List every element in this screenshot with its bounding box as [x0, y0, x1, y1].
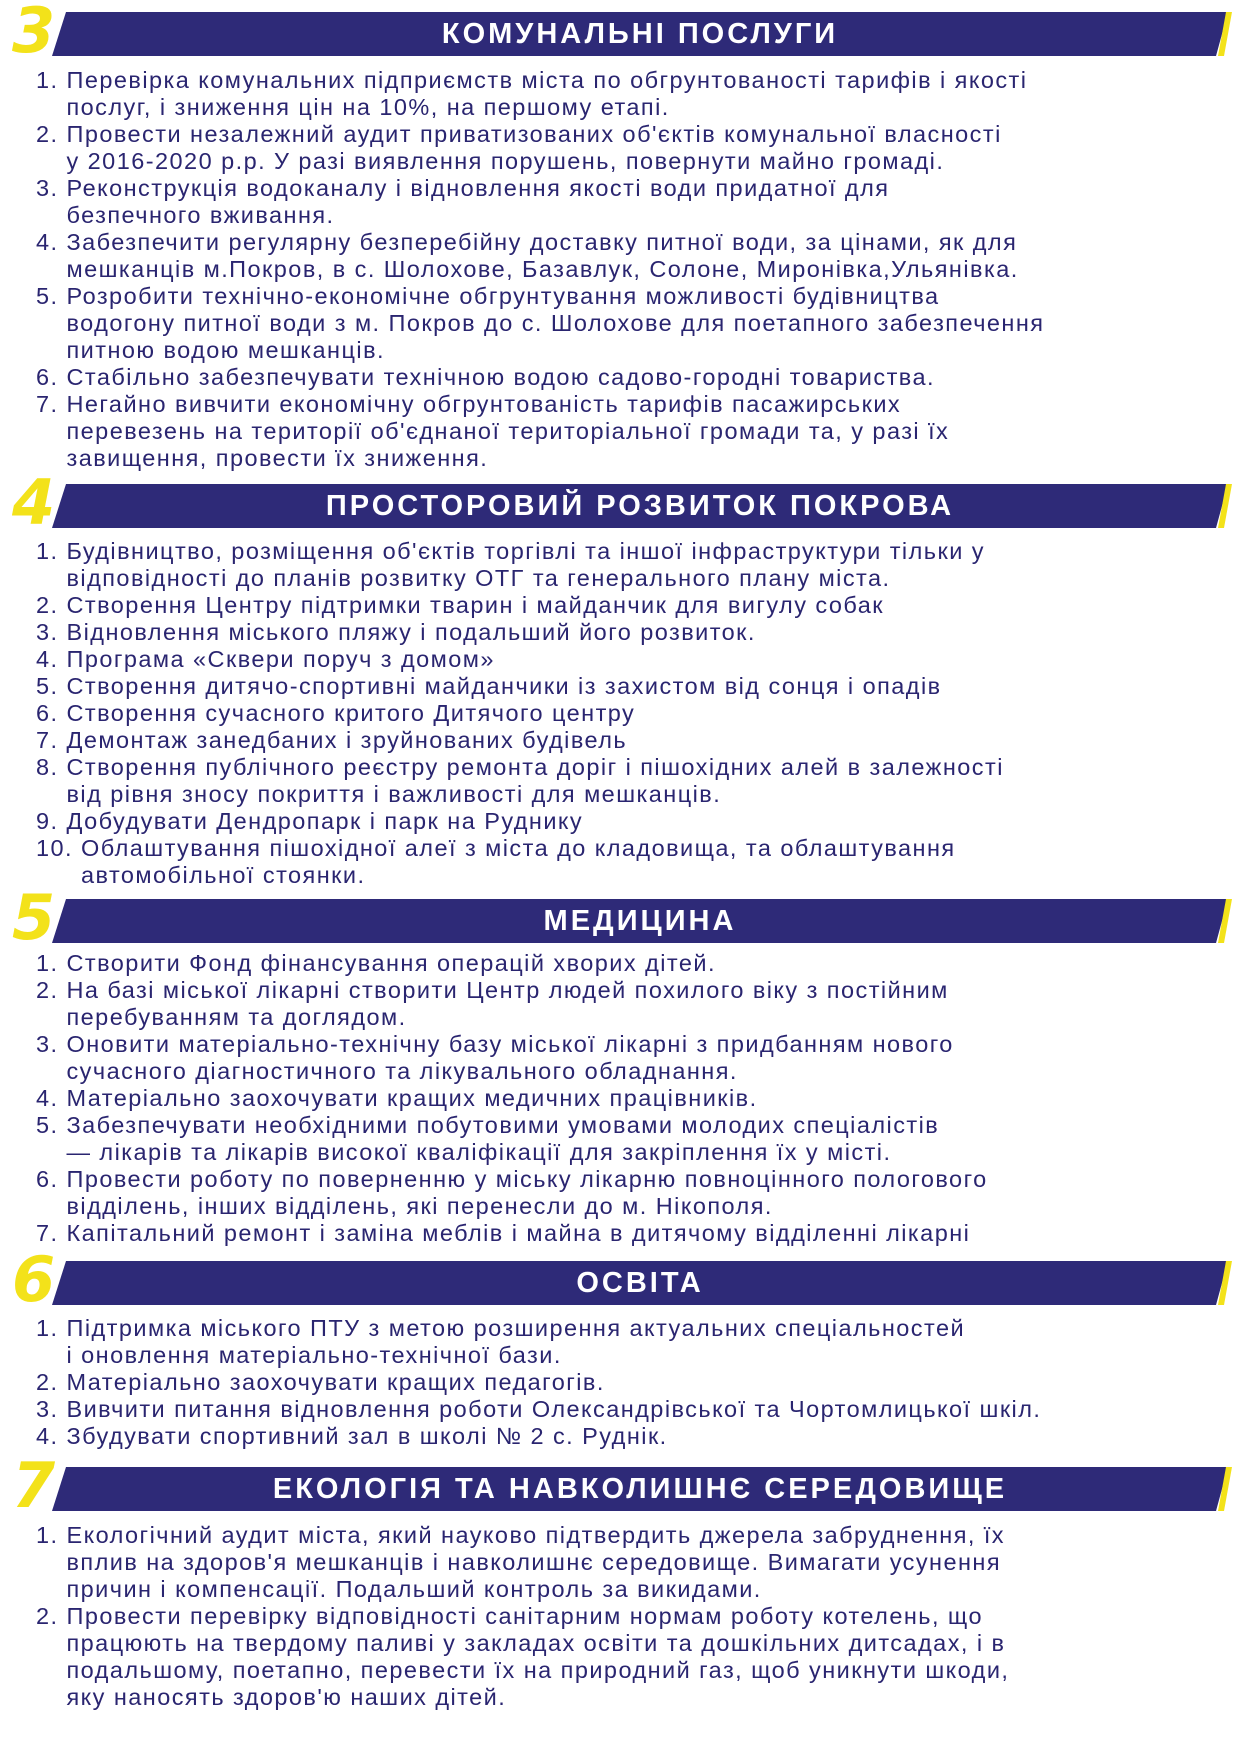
list-item [36, 1423, 1226, 1450]
list-item [36, 1396, 1226, 1423]
item-text: Створення публічного реєстру ремонта доріг і пішохідних алей в залежності від рівня зносу покриття і важливості для мешканців. [66, 754, 1004, 807]
item-text: Провести перевірку відповідності санітарним нормам роботу котелень, що працюють на твердому паливі у закладах освіти та дошкільних дитсадах, і в подальшому, поетапно, перевести їх на природний газ, щоб уникнути шкоди, яку наносять здоров'ю наших дітей. [66, 1603, 1010, 1710]
list-item [36, 538, 1226, 592]
item-text: Матеріально заохочувати кращих педагогів. [66, 1369, 605, 1395]
list-item [36, 700, 1226, 727]
item-text: Відновлення міського пляжу і подальший його розвиток. [66, 619, 756, 645]
item-text: Оновити матеріально-технічну базу міської лікарні з придбанням нового сучасного діагностичного та лікувального обладнання. [66, 1031, 954, 1084]
item-number: 4. [36, 646, 67, 672]
item-number: 2. [36, 592, 67, 618]
list-item [36, 835, 1226, 889]
list-item [36, 391, 1226, 472]
section-list [36, 67, 1226, 472]
item-number: 1. [36, 950, 67, 976]
list-item [36, 950, 1226, 977]
list-item [36, 1369, 1226, 1396]
item-number: 1. [36, 1522, 67, 1548]
item-text: Підтримка міського ПТУ з метою розширення актуальних спеціальностей і оновлення матеріально-технічної бази. [66, 1315, 966, 1368]
item-number: 3. [36, 619, 67, 645]
item-number: 2. [36, 121, 67, 147]
section-list [36, 538, 1226, 889]
list-item [36, 977, 1226, 1031]
list-item [36, 1522, 1226, 1603]
item-number: 7. [36, 1220, 67, 1246]
section-title: ЕКОЛОГІЯ ТА НАВКОЛИШНЄ СЕРЕДОВИЩЕ [272, 1473, 1008, 1505]
list-item [36, 592, 1226, 619]
item-number: 7. [36, 391, 67, 417]
item-text: Провести роботу по поверненню у міську лікарню повноцінного пологового відділень, інших відділень, які перенесли до м. Нікополя. [66, 1166, 988, 1219]
section-number: 7 [12, 1449, 56, 1522]
item-number: 4. [36, 1423, 67, 1449]
list-item [36, 121, 1226, 175]
section-number: 3 [12, 0, 56, 67]
item-text: Забезпечити регулярну безперебійну доставку питної води, за цінами, як для мешканців м.Покров, в с. Шолохове, Базавлук, Солоне, Миронівка,Ульянівка. [66, 229, 1019, 282]
item-text: Реконструкція водоканалу і відновлення якості води придатної для безпечного вживання. [66, 175, 890, 228]
section-banner [12, 466, 1228, 539]
list-item [36, 1085, 1226, 1112]
item-text: Створення сучасного критого Дитячого центру [66, 700, 636, 726]
list-item [36, 619, 1226, 646]
list-item [36, 754, 1226, 808]
item-number: 3. [36, 1031, 67, 1057]
item-number: 3. [36, 1396, 67, 1422]
item-number: 8. [36, 754, 67, 780]
list-item [36, 229, 1226, 283]
section-number: 4 [12, 466, 56, 539]
section-banner [12, 0, 1228, 67]
list-item [36, 1031, 1226, 1085]
section-title: ОСВІТА [576, 1267, 704, 1299]
item-number: 6. [36, 700, 67, 726]
list-item [36, 175, 1226, 229]
item-number: 10. [36, 835, 81, 861]
list-item [36, 1220, 1226, 1247]
item-text: Розробити технічно-економічне обгрунтування можливості будівництва водогону питної води з м. Покров до с. Шолохове для поетапного забезпечення питною водою мешканців. [66, 283, 1045, 363]
item-text: Створення дитячо-спортивні майданчики із захистом від сонця і опадів [66, 673, 942, 699]
section-number: 5 [12, 881, 56, 954]
item-number: 4. [36, 229, 67, 255]
list-item [36, 1315, 1226, 1369]
list-item [36, 1603, 1226, 1711]
list-item [36, 364, 1226, 391]
item-number: 6. [36, 364, 67, 390]
section-banner [12, 881, 1228, 954]
item-text: Стабільно забезпечувати технічною водою садово-городні товариства. [66, 364, 935, 390]
item-text: Капітальний ремонт і заміна меблів і майна в дитячому відділенні лікарні [66, 1220, 971, 1246]
item-number: 5. [36, 1112, 67, 1138]
item-text: Екологічний аудит міста, який науково підтвердить джерела забруднення, їх вплив на здоров'я мешканців і навколишнє середовище. Вимагати усунення причин і компенсації. Подальший контроль за викидами. [66, 1522, 1006, 1602]
item-number: 7. [36, 727, 67, 753]
item-number: 1. [36, 67, 67, 93]
item-text: Добудувати Дендропарк і парк на Руднику [66, 808, 584, 834]
list-item [36, 1112, 1226, 1166]
list-item [36, 67, 1226, 121]
item-text: Демонтаж занедбаних і зруйнованих будівель [66, 727, 628, 753]
section-number: 6 [12, 1243, 56, 1316]
list-item [36, 673, 1226, 700]
item-text: На базі міської лікарні створити Центр людей похилого віку з постійним перебуванням та доглядом. [66, 977, 949, 1030]
list-item [36, 727, 1226, 754]
item-number: 5. [36, 283, 67, 309]
item-number: 2. [36, 1369, 67, 1395]
item-number: 5. [36, 673, 67, 699]
section-list [36, 950, 1226, 1247]
item-text: Негайно вивчити економічну обгрунтованість тарифів пасажирських перевезень на території об'єднаної територіальної громади та, у разі їх завищення, провести їх зниження. [66, 391, 950, 471]
list-item [36, 1166, 1226, 1220]
item-text: Програма «Сквери поруч з домом» [66, 646, 495, 672]
item-text: Перевірка комунальних підприємств міста по обгрунтованості тарифів і якості послуг, і зниження цін на 10%, на першому етапі. [66, 67, 1028, 120]
item-text: Збудувати спортивний зал в школі № 2 с. Руднік. [66, 1423, 668, 1449]
item-text: Вивчити питання відновлення роботи Олександрівської та Чортомлицької шкіл. [66, 1396, 1042, 1422]
item-text: Облаштування пішохідної алеї з міста до кладовища, та облаштування автомобільної стоянки. [81, 835, 956, 888]
section-title: КОМУНАЛЬНІ ПОСЛУГИ [441, 18, 839, 50]
section-title: ПРОСТОРОВИЙ РОЗВИТОК ПОКРОВА [325, 490, 955, 522]
item-number: 4. [36, 1085, 67, 1111]
item-number: 3. [36, 175, 67, 201]
item-text: Будівництво, розміщення об'єктів торгівлі та іншої інфраструктури тільки у відповідності до планів розвитку ОТГ та генерального плану міста. [66, 538, 985, 591]
item-text: Створити Фонд фінансування операцій хворих дітей. [66, 950, 716, 976]
item-text: Провести незалежний аудит приватизованих об'єктів комунальної власності у 2016-2020 р.р. У разі виявлення порушень, повернути майно громаді. [66, 121, 1002, 174]
section-title: МЕДИЦИНА [543, 905, 737, 937]
list-item [36, 646, 1226, 673]
item-number: 6. [36, 1166, 67, 1192]
section-list [36, 1315, 1226, 1450]
item-number: 1. [36, 1315, 67, 1341]
section-banner [12, 1243, 1228, 1316]
item-text: Забезпечувати необхідними побутовими умовами молодих спеціалістів — лікарів та лікарів високої кваліфікації для закріплення їх у місті. [66, 1112, 940, 1165]
section-banner [12, 1449, 1228, 1522]
item-text: Матеріально заохочувати кращих медичних працівників. [66, 1085, 758, 1111]
section-list [36, 1522, 1226, 1711]
item-number: 2. [36, 977, 67, 1003]
item-number: 9. [36, 808, 67, 834]
item-text: Створення Центру підтримки тварин і майданчик для вигулу собак [66, 592, 884, 618]
list-item [36, 808, 1226, 835]
item-number: 1. [36, 538, 67, 564]
list-item [36, 283, 1226, 364]
item-number: 2. [36, 1603, 67, 1629]
